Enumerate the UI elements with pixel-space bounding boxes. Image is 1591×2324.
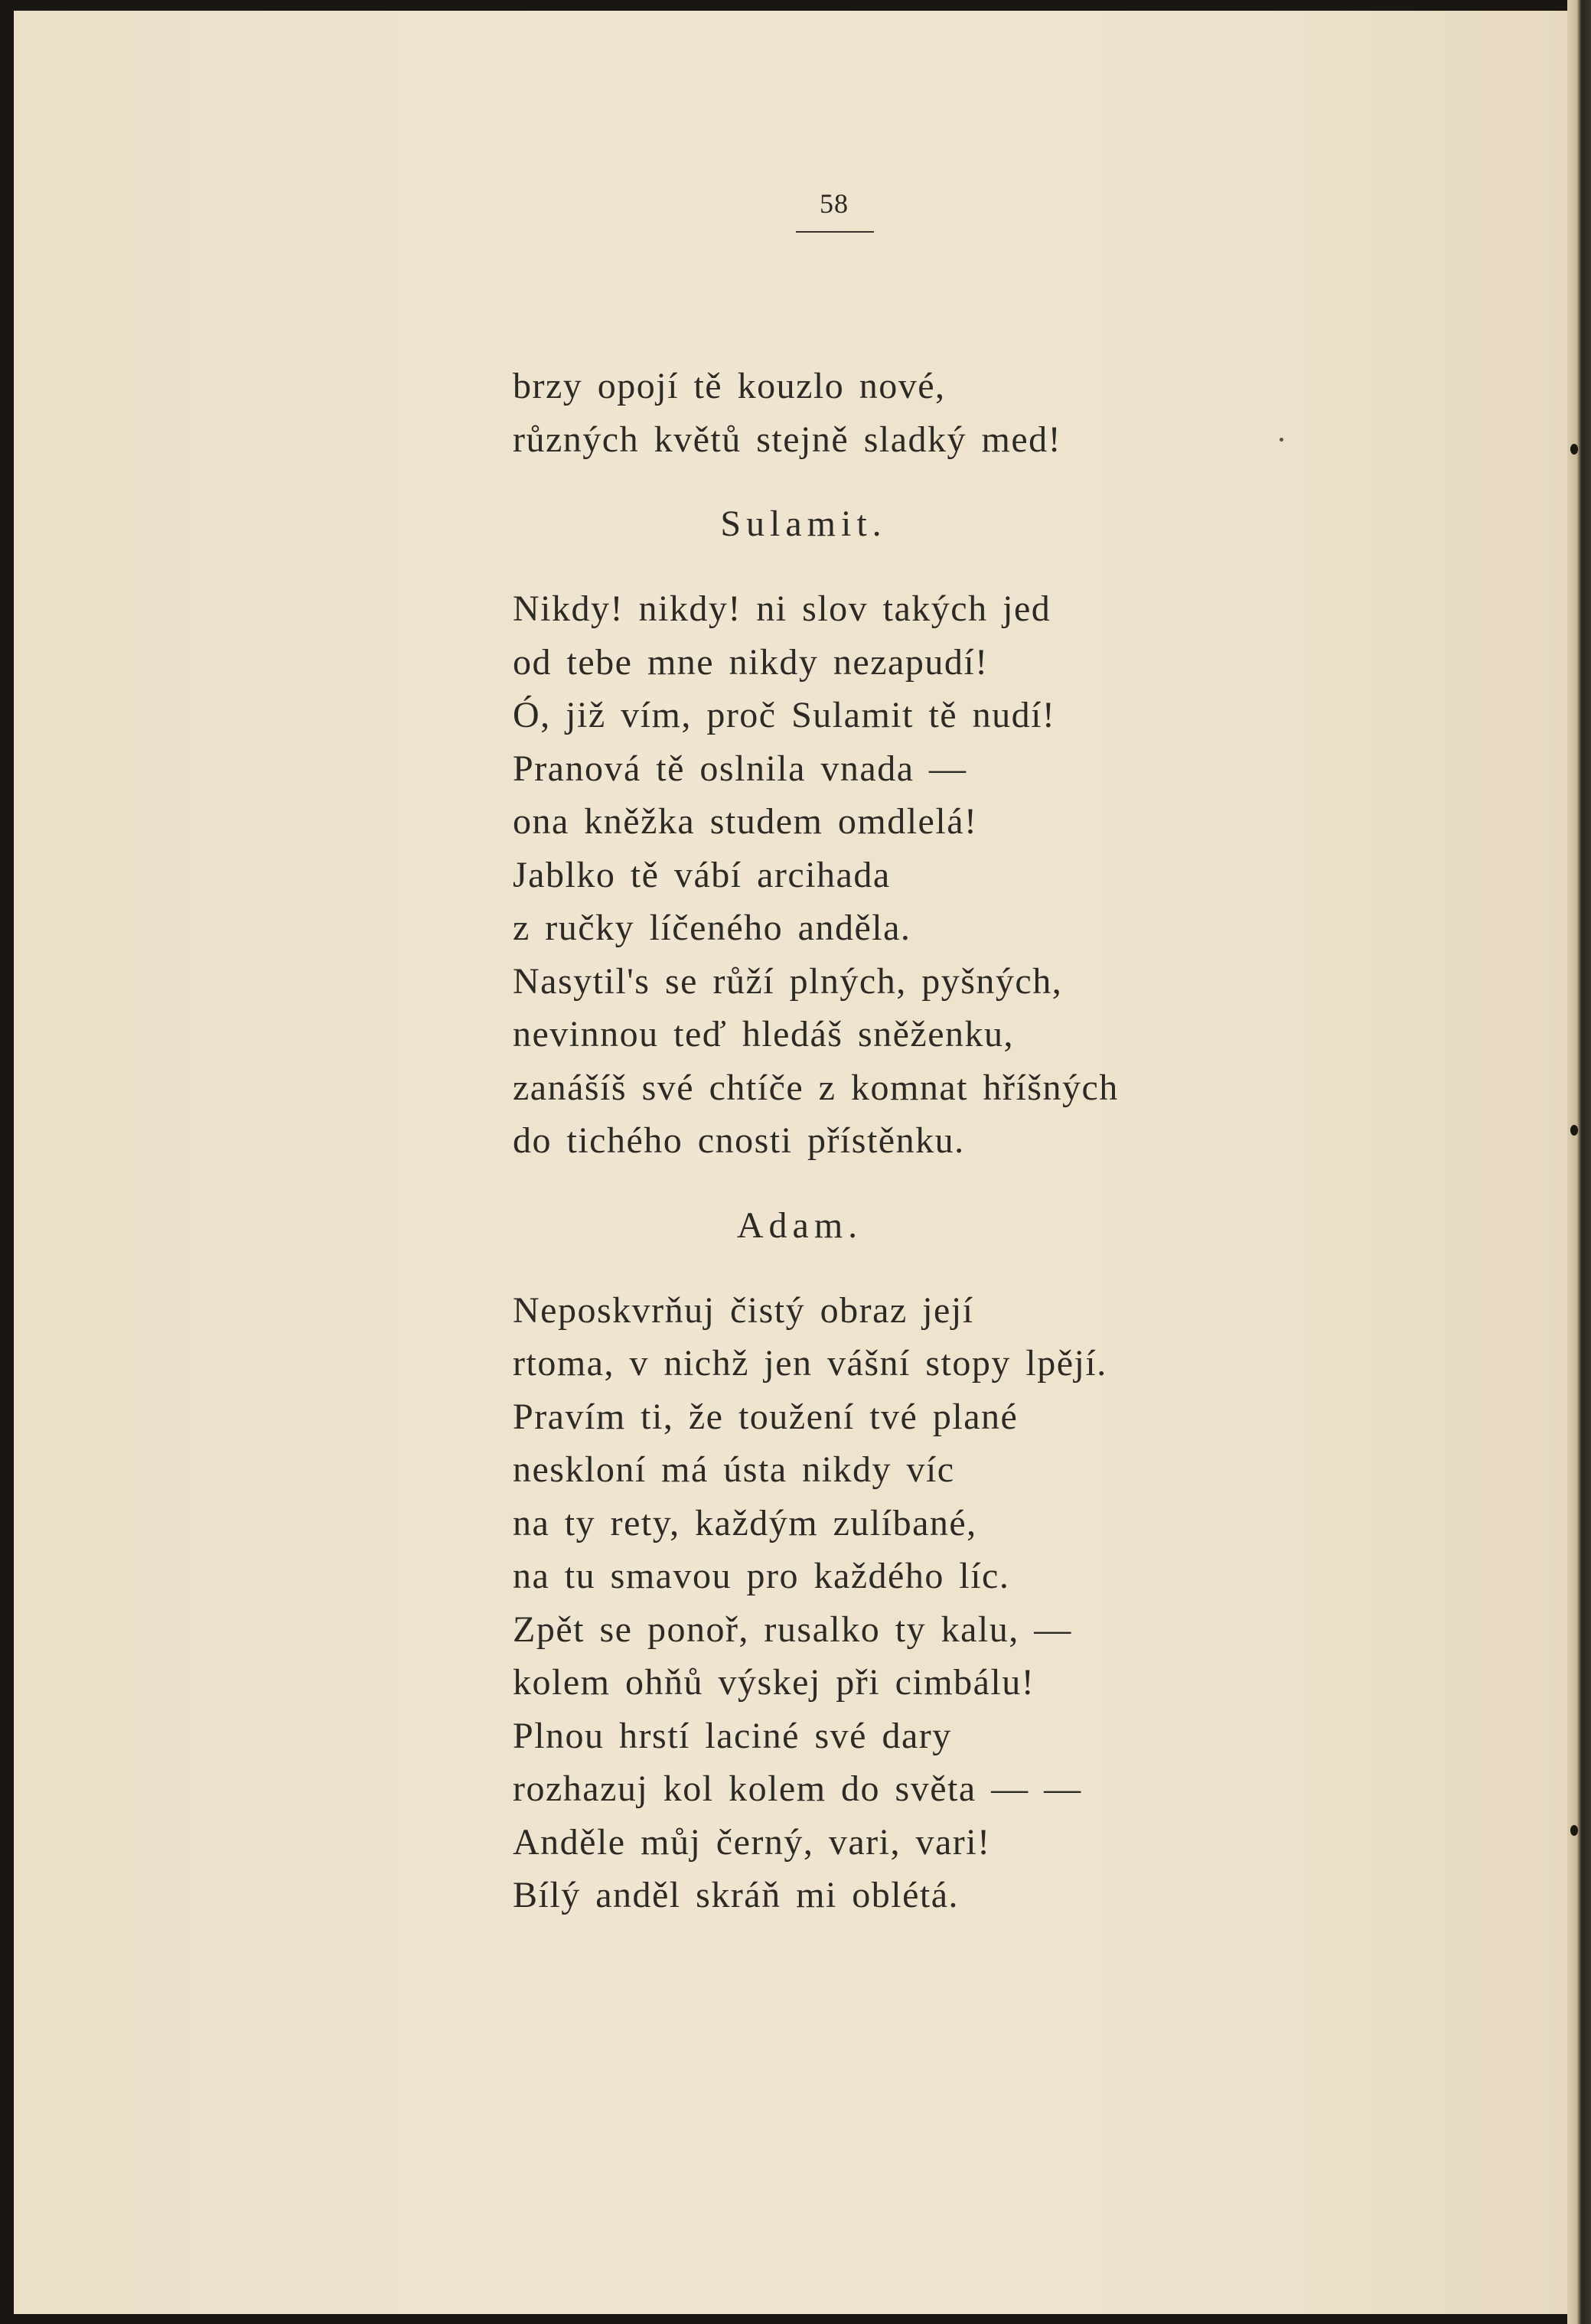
verse-line: do tichého cnosti přístěnku. (513, 1120, 965, 1161)
speaker-heading-adam: Adam. (736, 1204, 863, 1246)
verse-line: ona kněžka studem omdlelá! (513, 801, 978, 842)
verse-line: od tebe mne nikdy nezapudí! (513, 641, 989, 683)
verse-line: na tu smavou pro každého líc. (513, 1556, 1010, 1596)
page-number: 58 (820, 188, 849, 219)
verse-line: kolem ohňů výskej při cimbálu! (513, 1662, 1035, 1703)
verse-line: Nikdy! nikdy! ni slov takých jed (513, 588, 1051, 629)
speck (1280, 438, 1283, 442)
verse-line: brzy opojí tě kouzlo nové, (513, 366, 946, 406)
verse-line: Zpět se ponoř, rusalko ty kalu, — (513, 1609, 1072, 1650)
verse-line: rozhazuj kol kolem do světa — — (513, 1768, 1082, 1809)
verse-line: na ty rety, každým zulíbané, (513, 1502, 977, 1543)
speaker-heading-sulamit: Sulamit. (720, 504, 887, 544)
page-edge-binding (1567, 0, 1591, 2324)
verse-line: zanášíš své chtíče z komnat hříšných (513, 1067, 1119, 1108)
verse-line: neskloní má ústa nikdy víc (513, 1449, 955, 1490)
verse-line: různých květů stejně sladký med! (513, 419, 1062, 460)
verse-line: Jablko tě vábí arcihada (513, 854, 891, 895)
verse-line: nevinnou teď hledáš sněženku, (513, 1014, 1015, 1054)
verse-line: Nasytil's se růží plných, pyšných, (513, 960, 1063, 1002)
verse-line: z ručky líčeného anděla. (513, 908, 911, 948)
verse-line: Pranová tě oslnila vnada — (513, 748, 967, 789)
verse-line: Ó, již vím, proč Sulamit tě nudí! (513, 695, 1056, 735)
stanza-adam (513, 1284, 1201, 1922)
verse-line: Neposkvrňuj čistý obraz její (513, 1289, 974, 1331)
page-number-rule (796, 231, 874, 233)
verse-line: Bílý anděl skráň mi oblétá. (513, 1875, 960, 1915)
edge-mark (1570, 444, 1578, 455)
edge-mark (1570, 1125, 1578, 1136)
poem-text (513, 360, 1201, 1922)
verse-line: Pravím ti, že toužení tvé plané (513, 1396, 1019, 1437)
verse-line: Anděle můj černý, vari, vari! (513, 1821, 991, 1863)
edge-mark (1570, 1825, 1578, 1836)
stanza-sulamit (513, 582, 1201, 1168)
verse-line: Plnou hrstí laciné své dary (513, 1715, 952, 1756)
verse-line: rtoma, v nichž jen vášní stopy lpějí. (513, 1343, 1107, 1384)
stanza-intro (513, 360, 1201, 466)
